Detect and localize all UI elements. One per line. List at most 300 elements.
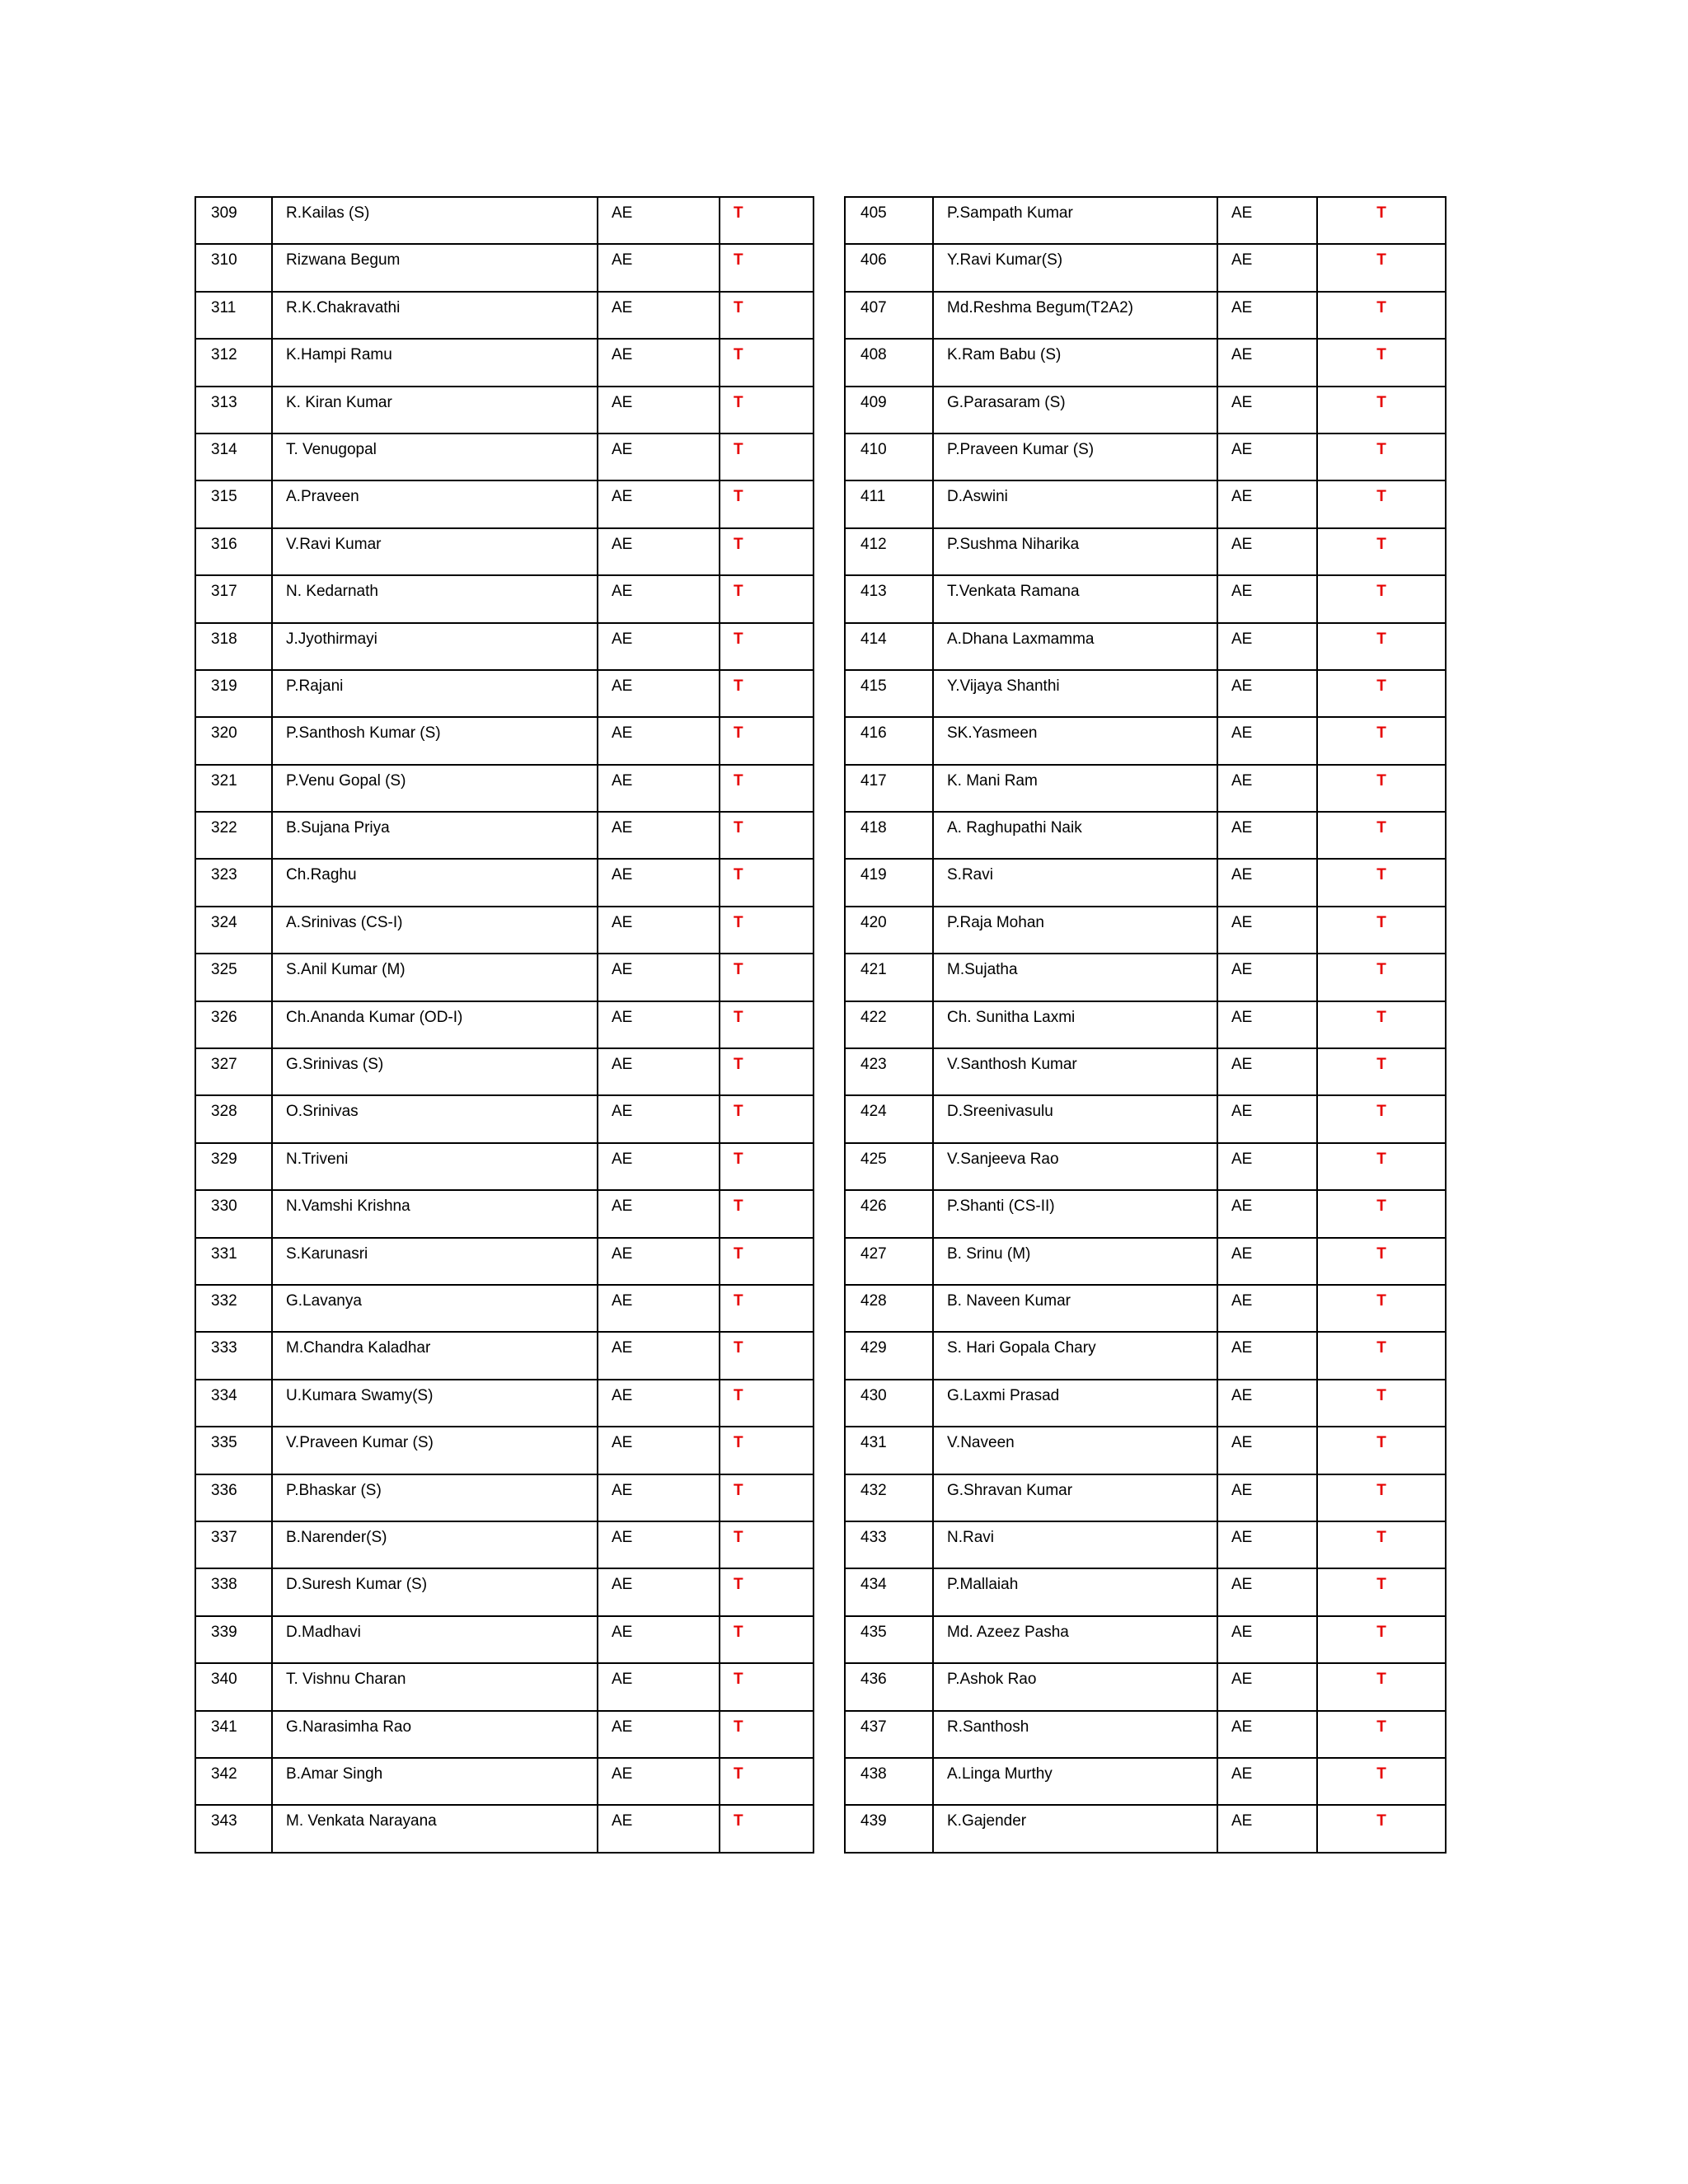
status-cell: T bbox=[1317, 1711, 1446, 1758]
serial-number-cell: 422 bbox=[845, 1001, 933, 1048]
serial-number-cell: 311 bbox=[195, 292, 272, 339]
status-cell: T bbox=[1317, 575, 1446, 622]
table-row bbox=[195, 812, 814, 859]
serial-number-cell: 335 bbox=[195, 1427, 272, 1474]
status-cell: T bbox=[1317, 292, 1446, 339]
serial-number-cell: 322 bbox=[195, 812, 272, 859]
name-cell: Md. Azeez Pasha bbox=[933, 1616, 1217, 1663]
status-cell: T bbox=[1317, 1427, 1446, 1474]
designation-cell: AE bbox=[1217, 528, 1317, 575]
table-row bbox=[845, 907, 1446, 954]
status-cell: T bbox=[1317, 1001, 1446, 1048]
designation-cell: AE bbox=[1217, 1758, 1317, 1805]
designation-cell: AE bbox=[598, 528, 720, 575]
status-cell: T bbox=[720, 1380, 814, 1427]
name-cell: D.Madhavi bbox=[272, 1616, 598, 1663]
name-cell: N.Vamshi Krishna bbox=[272, 1190, 598, 1237]
status-cell: T bbox=[1317, 1285, 1446, 1332]
designation-cell: AE bbox=[1217, 623, 1317, 670]
name-cell: B. Naveen Kumar bbox=[933, 1285, 1217, 1332]
name-cell: P.Sushma Niharika bbox=[933, 528, 1217, 575]
table-row bbox=[845, 859, 1446, 906]
serial-number-cell: 431 bbox=[845, 1427, 933, 1474]
name-cell: P.Venu Gopal (S) bbox=[272, 765, 598, 812]
designation-cell: AE bbox=[598, 387, 720, 434]
name-cell: N.Triveni bbox=[272, 1143, 598, 1190]
name-cell: S.Anil Kumar (M) bbox=[272, 954, 598, 1001]
status-cell: T bbox=[720, 859, 814, 906]
serial-number-cell: 423 bbox=[845, 1048, 933, 1095]
designation-cell: AE bbox=[1217, 1711, 1317, 1758]
table-row bbox=[195, 575, 814, 622]
name-cell: P.Santhosh Kumar (S) bbox=[272, 717, 598, 764]
status-cell: T bbox=[720, 1001, 814, 1048]
table-row bbox=[195, 1048, 814, 1095]
status-cell: T bbox=[720, 339, 814, 386]
status-cell: T bbox=[1317, 765, 1446, 812]
designation-cell: AE bbox=[1217, 1332, 1317, 1379]
designation-cell: AE bbox=[598, 1474, 720, 1521]
status-cell: T bbox=[720, 528, 814, 575]
serial-number-cell: 332 bbox=[195, 1285, 272, 1332]
table-row bbox=[195, 1663, 814, 1710]
table-row bbox=[195, 528, 814, 575]
designation-cell: AE bbox=[1217, 1427, 1317, 1474]
name-cell: U.Kumara Swamy(S) bbox=[272, 1380, 598, 1427]
name-cell: A.Praveen bbox=[272, 480, 598, 527]
table-row bbox=[845, 1048, 1446, 1095]
status-cell: T bbox=[720, 434, 814, 480]
designation-cell: AE bbox=[598, 717, 720, 764]
table-row bbox=[195, 1758, 814, 1805]
name-cell: SK.Yasmeen bbox=[933, 717, 1217, 764]
name-cell: R.K.Chakravathi bbox=[272, 292, 598, 339]
status-cell: T bbox=[1317, 1521, 1446, 1568]
serial-number-cell: 434 bbox=[845, 1568, 933, 1615]
table-row bbox=[195, 1190, 814, 1237]
name-cell: Md.Reshma Begum(T2A2) bbox=[933, 292, 1217, 339]
status-cell: T bbox=[720, 1190, 814, 1237]
name-cell: G.Laxmi Prasad bbox=[933, 1380, 1217, 1427]
name-cell: J.Jyothirmayi bbox=[272, 623, 598, 670]
table-row bbox=[845, 575, 1446, 622]
table-row bbox=[845, 480, 1446, 527]
table-row bbox=[195, 1143, 814, 1190]
designation-cell: AE bbox=[598, 575, 720, 622]
status-cell: T bbox=[720, 1048, 814, 1095]
name-cell: O.Srinivas bbox=[272, 1095, 598, 1142]
serial-number-cell: 414 bbox=[845, 623, 933, 670]
serial-number-cell: 342 bbox=[195, 1758, 272, 1805]
designation-cell: AE bbox=[1217, 1805, 1317, 1852]
serial-number-cell: 411 bbox=[845, 480, 933, 527]
serial-number-cell: 437 bbox=[845, 1711, 933, 1758]
status-cell: T bbox=[1317, 1095, 1446, 1142]
table-row bbox=[195, 859, 814, 906]
status-cell: T bbox=[720, 1285, 814, 1332]
table-row bbox=[845, 387, 1446, 434]
designation-cell: AE bbox=[598, 670, 720, 717]
table-row bbox=[195, 623, 814, 670]
name-cell: D.Sreenivasulu bbox=[933, 1095, 1217, 1142]
status-cell: T bbox=[720, 765, 814, 812]
table-row bbox=[845, 197, 1446, 244]
table-row bbox=[195, 1285, 814, 1332]
name-cell: S.Ravi bbox=[933, 859, 1217, 906]
serial-number-cell: 433 bbox=[845, 1521, 933, 1568]
name-cell: A.Dhana Laxmamma bbox=[933, 623, 1217, 670]
status-cell: T bbox=[1317, 480, 1446, 527]
name-cell: V.Naveen bbox=[933, 1427, 1217, 1474]
table-row bbox=[845, 1711, 1446, 1758]
designation-cell: AE bbox=[598, 1380, 720, 1427]
designation-cell: AE bbox=[1217, 859, 1317, 906]
status-cell: T bbox=[1317, 1474, 1446, 1521]
table-row bbox=[195, 1805, 814, 1852]
serial-number-cell: 412 bbox=[845, 528, 933, 575]
designation-cell: AE bbox=[1217, 1095, 1317, 1142]
status-cell: T bbox=[1317, 812, 1446, 859]
designation-cell: AE bbox=[598, 434, 720, 480]
name-cell: G.Lavanya bbox=[272, 1285, 598, 1332]
table-row bbox=[195, 717, 814, 764]
status-cell: T bbox=[1317, 670, 1446, 717]
status-cell: T bbox=[1317, 387, 1446, 434]
name-cell: Ch.Raghu bbox=[272, 859, 598, 906]
name-cell: Y.Vijaya Shanthi bbox=[933, 670, 1217, 717]
name-cell: Rizwana Begum bbox=[272, 244, 598, 291]
table-row bbox=[845, 1190, 1446, 1237]
name-cell: T. Venugopal bbox=[272, 434, 598, 480]
designation-cell: AE bbox=[1217, 717, 1317, 764]
designation-cell: AE bbox=[1217, 244, 1317, 291]
serial-number-cell: 334 bbox=[195, 1380, 272, 1427]
serial-number-cell: 424 bbox=[845, 1095, 933, 1142]
designation-cell: AE bbox=[1217, 292, 1317, 339]
status-cell: T bbox=[720, 670, 814, 717]
status-cell: T bbox=[720, 244, 814, 291]
table-row bbox=[845, 717, 1446, 764]
name-cell: M.Sujatha bbox=[933, 954, 1217, 1001]
table-row bbox=[845, 623, 1446, 670]
serial-number-cell: 338 bbox=[195, 1568, 272, 1615]
serial-number-cell: 425 bbox=[845, 1143, 933, 1190]
designation-cell: AE bbox=[598, 1143, 720, 1190]
serial-number-cell: 333 bbox=[195, 1332, 272, 1379]
serial-number-cell: 340 bbox=[195, 1663, 272, 1710]
table-row bbox=[845, 244, 1446, 291]
table-row bbox=[195, 387, 814, 434]
name-cell: R.Santhosh bbox=[933, 1711, 1217, 1758]
serial-number-cell: 428 bbox=[845, 1285, 933, 1332]
status-cell: T bbox=[720, 197, 814, 244]
serial-number-cell: 325 bbox=[195, 954, 272, 1001]
table-row bbox=[845, 528, 1446, 575]
employee-table-right bbox=[844, 196, 1447, 1854]
name-cell: T. Vishnu Charan bbox=[272, 1663, 598, 1710]
table-row bbox=[195, 1427, 814, 1474]
serial-number-cell: 408 bbox=[845, 339, 933, 386]
serial-number-cell: 427 bbox=[845, 1238, 933, 1285]
serial-number-cell: 343 bbox=[195, 1805, 272, 1852]
table-row bbox=[195, 1238, 814, 1285]
name-cell: P.Ashok Rao bbox=[933, 1663, 1217, 1710]
designation-cell: AE bbox=[1217, 1521, 1317, 1568]
designation-cell: AE bbox=[1217, 1190, 1317, 1237]
serial-number-cell: 323 bbox=[195, 859, 272, 906]
serial-number-cell: 415 bbox=[845, 670, 933, 717]
name-cell: T.Venkata Ramana bbox=[933, 575, 1217, 622]
serial-number-cell: 324 bbox=[195, 907, 272, 954]
designation-cell: AE bbox=[1217, 907, 1317, 954]
serial-number-cell: 409 bbox=[845, 387, 933, 434]
name-cell: V.Sanjeeva Rao bbox=[933, 1143, 1217, 1190]
name-cell: K. Mani Ram bbox=[933, 765, 1217, 812]
name-cell: B.Sujana Priya bbox=[272, 812, 598, 859]
serial-number-cell: 320 bbox=[195, 717, 272, 764]
status-cell: T bbox=[1317, 954, 1446, 1001]
table-row bbox=[845, 1805, 1446, 1852]
table-row bbox=[845, 1521, 1446, 1568]
designation-cell: AE bbox=[598, 859, 720, 906]
name-cell: A.Linga Murthy bbox=[933, 1758, 1217, 1805]
name-cell: V.Santhosh Kumar bbox=[933, 1048, 1217, 1095]
designation-cell: AE bbox=[1217, 480, 1317, 527]
status-cell: T bbox=[1317, 339, 1446, 386]
designation-cell: AE bbox=[598, 1805, 720, 1852]
table-row bbox=[845, 434, 1446, 480]
table-row bbox=[845, 1332, 1446, 1379]
designation-cell: AE bbox=[1217, 387, 1317, 434]
serial-number-cell: 313 bbox=[195, 387, 272, 434]
table-row bbox=[845, 292, 1446, 339]
status-cell: T bbox=[1317, 528, 1446, 575]
table-row bbox=[195, 292, 814, 339]
serial-number-cell: 416 bbox=[845, 717, 933, 764]
designation-cell: AE bbox=[1217, 1663, 1317, 1710]
status-cell: T bbox=[720, 1663, 814, 1710]
designation-cell: AE bbox=[1217, 670, 1317, 717]
table-row bbox=[845, 1758, 1446, 1805]
serial-number-cell: 326 bbox=[195, 1001, 272, 1048]
name-cell: K.Ram Babu (S) bbox=[933, 339, 1217, 386]
designation-cell: AE bbox=[598, 1711, 720, 1758]
status-cell: T bbox=[1317, 1805, 1446, 1852]
name-cell: P.Praveen Kumar (S) bbox=[933, 434, 1217, 480]
name-cell: K.Gajender bbox=[933, 1805, 1217, 1852]
designation-cell: AE bbox=[598, 1616, 720, 1663]
serial-number-cell: 419 bbox=[845, 859, 933, 906]
table-row bbox=[845, 1427, 1446, 1474]
status-cell: T bbox=[720, 1568, 814, 1615]
designation-cell: AE bbox=[1217, 1001, 1317, 1048]
designation-cell: AE bbox=[598, 1190, 720, 1237]
designation-cell: AE bbox=[598, 1285, 720, 1332]
status-cell: T bbox=[1317, 244, 1446, 291]
status-cell: T bbox=[1317, 1616, 1446, 1663]
designation-cell: AE bbox=[1217, 765, 1317, 812]
serial-number-cell: 410 bbox=[845, 434, 933, 480]
serial-number-cell: 309 bbox=[195, 197, 272, 244]
serial-number-cell: 413 bbox=[845, 575, 933, 622]
designation-cell: AE bbox=[1217, 1616, 1317, 1663]
status-cell: T bbox=[720, 1521, 814, 1568]
table-row bbox=[195, 1568, 814, 1615]
name-cell: S.Karunasri bbox=[272, 1238, 598, 1285]
table-row bbox=[845, 1616, 1446, 1663]
table-row bbox=[845, 1663, 1446, 1710]
serial-number-cell: 429 bbox=[845, 1332, 933, 1379]
name-cell: G.Parasaram (S) bbox=[933, 387, 1217, 434]
status-cell: T bbox=[720, 1143, 814, 1190]
designation-cell: AE bbox=[598, 480, 720, 527]
table-row bbox=[195, 480, 814, 527]
designation-cell: AE bbox=[598, 907, 720, 954]
designation-cell: AE bbox=[598, 1427, 720, 1474]
designation-cell: AE bbox=[598, 1663, 720, 1710]
table-row bbox=[845, 339, 1446, 386]
name-cell: V.Praveen Kumar (S) bbox=[272, 1427, 598, 1474]
name-cell: B.Amar Singh bbox=[272, 1758, 598, 1805]
table-row bbox=[845, 1568, 1446, 1615]
serial-number-cell: 439 bbox=[845, 1805, 933, 1852]
table-row bbox=[195, 1095, 814, 1142]
status-cell: T bbox=[1317, 1048, 1446, 1095]
designation-cell: AE bbox=[598, 1001, 720, 1048]
status-cell: T bbox=[1317, 623, 1446, 670]
name-cell: P.Raja Mohan bbox=[933, 907, 1217, 954]
table-row bbox=[845, 1143, 1446, 1190]
table-row bbox=[195, 1521, 814, 1568]
table-row bbox=[845, 812, 1446, 859]
designation-cell: AE bbox=[1217, 1568, 1317, 1615]
serial-number-cell: 432 bbox=[845, 1474, 933, 1521]
employee-table-left bbox=[195, 196, 814, 1854]
status-cell: T bbox=[1317, 1380, 1446, 1427]
designation-cell: AE bbox=[598, 1238, 720, 1285]
serial-number-cell: 341 bbox=[195, 1711, 272, 1758]
name-cell: Ch.Ananda Kumar (OD-I) bbox=[272, 1001, 598, 1048]
status-cell: T bbox=[1317, 1190, 1446, 1237]
serial-number-cell: 327 bbox=[195, 1048, 272, 1095]
status-cell: T bbox=[1317, 907, 1446, 954]
serial-number-cell: 315 bbox=[195, 480, 272, 527]
serial-number-cell: 430 bbox=[845, 1380, 933, 1427]
table-row bbox=[195, 1001, 814, 1048]
table-row bbox=[845, 765, 1446, 812]
name-cell: M. Venkata Narayana bbox=[272, 1805, 598, 1852]
table-row bbox=[845, 1285, 1446, 1332]
table-row bbox=[195, 670, 814, 717]
table-row bbox=[845, 1001, 1446, 1048]
status-cell: T bbox=[720, 623, 814, 670]
status-cell: T bbox=[720, 1238, 814, 1285]
status-cell: T bbox=[720, 1758, 814, 1805]
name-cell: D.Suresh Kumar (S) bbox=[272, 1568, 598, 1615]
status-cell: T bbox=[720, 292, 814, 339]
serial-number-cell: 310 bbox=[195, 244, 272, 291]
name-cell: N. Kedarnath bbox=[272, 575, 598, 622]
table-row bbox=[195, 907, 814, 954]
serial-number-cell: 405 bbox=[845, 197, 933, 244]
name-cell: G.Srinivas (S) bbox=[272, 1048, 598, 1095]
designation-cell: AE bbox=[1217, 1474, 1317, 1521]
status-cell: T bbox=[1317, 434, 1446, 480]
table-row bbox=[195, 954, 814, 1001]
status-cell: T bbox=[720, 480, 814, 527]
serial-number-cell: 317 bbox=[195, 575, 272, 622]
name-cell: R.Kailas (S) bbox=[272, 197, 598, 244]
serial-number-cell: 337 bbox=[195, 1521, 272, 1568]
designation-cell: AE bbox=[598, 812, 720, 859]
designation-cell: AE bbox=[598, 1758, 720, 1805]
table-row bbox=[195, 434, 814, 480]
designation-cell: AE bbox=[598, 197, 720, 244]
name-cell: Y.Ravi Kumar(S) bbox=[933, 244, 1217, 291]
designation-cell: AE bbox=[1217, 575, 1317, 622]
serial-number-cell: 318 bbox=[195, 623, 272, 670]
designation-cell: AE bbox=[1217, 1143, 1317, 1190]
designation-cell: AE bbox=[598, 623, 720, 670]
designation-cell: AE bbox=[598, 1521, 720, 1568]
name-cell: S. Hari Gopala Chary bbox=[933, 1332, 1217, 1379]
designation-cell: AE bbox=[598, 1048, 720, 1095]
table-row bbox=[195, 1380, 814, 1427]
serial-number-cell: 329 bbox=[195, 1143, 272, 1190]
status-cell: T bbox=[1317, 1663, 1446, 1710]
status-cell: T bbox=[720, 717, 814, 764]
serial-number-cell: 438 bbox=[845, 1758, 933, 1805]
status-cell: T bbox=[720, 387, 814, 434]
status-cell: T bbox=[720, 1805, 814, 1852]
serial-number-cell: 331 bbox=[195, 1238, 272, 1285]
designation-cell: AE bbox=[1217, 1285, 1317, 1332]
designation-cell: AE bbox=[1217, 434, 1317, 480]
designation-cell: AE bbox=[1217, 812, 1317, 859]
table-row bbox=[845, 1238, 1446, 1285]
table-row bbox=[195, 1711, 814, 1758]
name-cell: G.Narasimha Rao bbox=[272, 1711, 598, 1758]
table-row bbox=[845, 954, 1446, 1001]
status-cell: T bbox=[1317, 197, 1446, 244]
status-cell: T bbox=[720, 1332, 814, 1379]
serial-number-cell: 319 bbox=[195, 670, 272, 717]
designation-cell: AE bbox=[598, 292, 720, 339]
serial-number-cell: 421 bbox=[845, 954, 933, 1001]
name-cell: P.Rajani bbox=[272, 670, 598, 717]
status-cell: T bbox=[1317, 1143, 1446, 1190]
table-row bbox=[195, 1474, 814, 1521]
name-cell: Ch. Sunitha Laxmi bbox=[933, 1001, 1217, 1048]
name-cell: P.Shanti (CS-II) bbox=[933, 1190, 1217, 1237]
designation-cell: AE bbox=[598, 1568, 720, 1615]
status-cell: T bbox=[720, 812, 814, 859]
designation-cell: AE bbox=[1217, 197, 1317, 244]
serial-number-cell: 339 bbox=[195, 1616, 272, 1663]
designation-cell: AE bbox=[598, 1332, 720, 1379]
serial-number-cell: 417 bbox=[845, 765, 933, 812]
status-cell: T bbox=[720, 954, 814, 1001]
name-cell: B.Narender(S) bbox=[272, 1521, 598, 1568]
name-cell: N.Ravi bbox=[933, 1521, 1217, 1568]
status-cell: T bbox=[1317, 1238, 1446, 1285]
name-cell: D.Aswini bbox=[933, 480, 1217, 527]
serial-number-cell: 407 bbox=[845, 292, 933, 339]
table-row bbox=[845, 1380, 1446, 1427]
name-cell: V.Ravi Kumar bbox=[272, 528, 598, 575]
status-cell: T bbox=[720, 1474, 814, 1521]
status-cell: T bbox=[1317, 1332, 1446, 1379]
